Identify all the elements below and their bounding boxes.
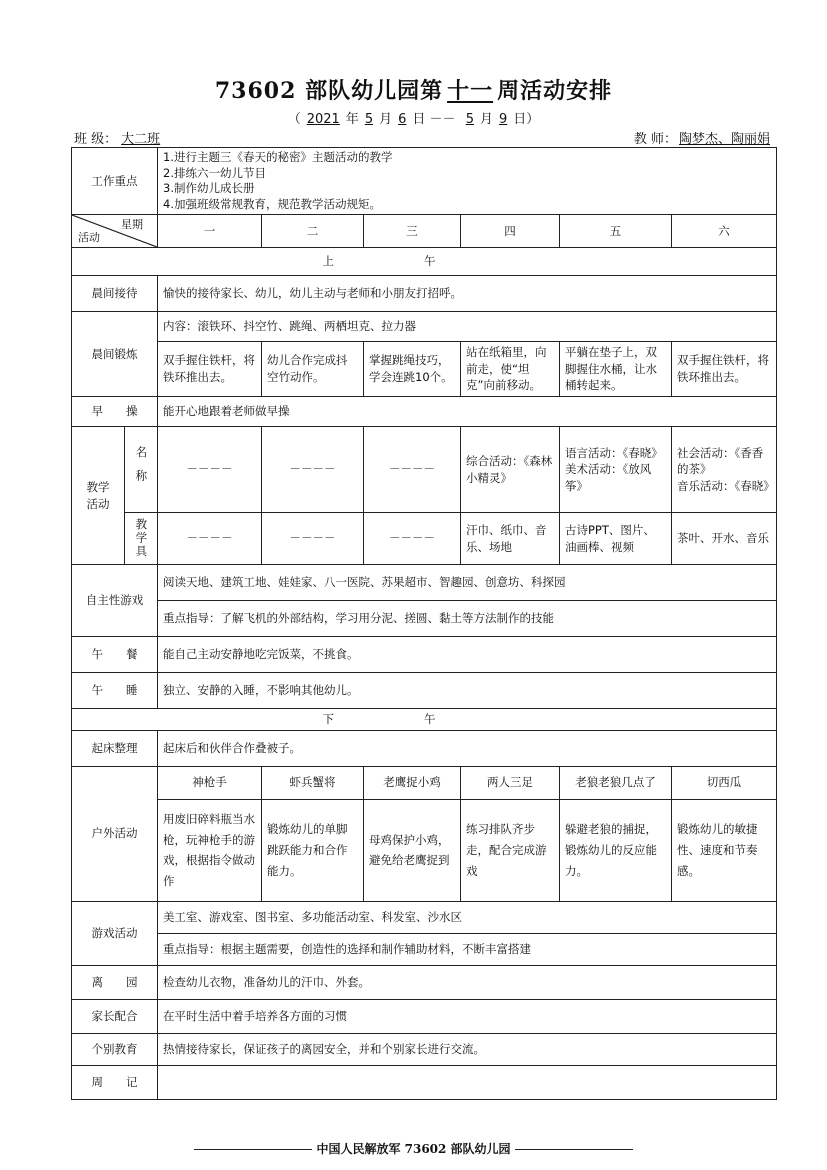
date-end-month: 5 <box>465 112 474 127</box>
drill-label: 早 操 <box>72 397 158 427</box>
date-separator: －－ <box>429 112 456 127</box>
date-year: 2021 <box>306 112 340 127</box>
footer-rule-right <box>515 1149 633 1150</box>
reception-label: 晨间接待 <box>72 276 158 312</box>
teaching-name-cell: 语言活动：《春晓》 美术活动：《放风筝》 <box>560 427 672 513</box>
teacher-label: 教 师： <box>633 132 677 147</box>
parents-row <box>72 999 777 1033</box>
outdoor-label: 户外活动 <box>72 766 158 901</box>
leave-text: 检查幼儿衣物，准备幼儿的汗巾、外套。 <box>158 965 777 999</box>
lunch-row <box>72 637 777 673</box>
exercise-day-cell: 站在纸箱里，向前走，使“坦克”向前移动。 <box>461 342 560 397</box>
outdoor-game-name: 老鹰捉小鸡 <box>364 766 461 799</box>
game-guidance-row <box>72 933 777 965</box>
footer <box>0 1140 827 1157</box>
focus-item: 3.制作幼儿成长册 <box>163 181 255 196</box>
wakeup-row <box>72 730 777 766</box>
date-start-month: 5 <box>364 112 374 127</box>
lunch-label: 午 餐 <box>72 637 158 673</box>
parents-label: 家长配合 <box>72 999 158 1033</box>
individual-text: 热情接待家长，保证孩子的离园安全，并和个别家长进行交流。 <box>158 1033 777 1065</box>
teaching-name-cell: －－－－ <box>364 427 461 513</box>
class-label: 班 级： <box>74 132 118 147</box>
free-play-label: 自主性游戏 <box>72 565 158 637</box>
date-month-unit: 月 <box>379 112 393 127</box>
teaching-tools-label <box>125 513 158 565</box>
outdoor-game-name: 神枪手 <box>158 766 262 799</box>
name-label-text: 名称 <box>134 446 149 494</box>
outdoor-game-name: 两人三足 <box>461 766 560 799</box>
day-header: 三 <box>364 215 461 248</box>
teaching-name-cell: －－－－ <box>262 427 364 513</box>
teacher-info <box>634 128 770 147</box>
game-guidance: 重点指导：根据主题需要，创造性的选择和制作辅助材料，不断丰富搭建 <box>158 933 777 965</box>
outdoor-goal-cell: 躲避老狼的捕捉，锻炼幼儿的反应能力。 <box>560 799 672 901</box>
focus-item: 1.进行主题三《春天的秘密》主题活动的教学 <box>163 150 393 164</box>
wakeup-label: 起床整理 <box>72 730 158 766</box>
outdoor-goals-row <box>72 799 777 901</box>
footer-text: 中国人民解放军 73602 部队幼儿园 <box>316 1142 511 1156</box>
outdoor-goal-cell: 母鸡保护小鸡，避免给老鹰捉到 <box>364 799 461 901</box>
focus-items <box>158 148 777 215</box>
exercise-day-cell: 双手握住铁杆，将铁环推出去。 <box>672 342 777 397</box>
focus-item: 2.排练六一幼儿节目 <box>163 165 266 180</box>
teaching-tools-row <box>72 513 777 565</box>
teaching-name-cell: 综合活动：《森林小精灵》 <box>461 427 560 513</box>
outdoor-game-name: 老狼老狼几点了 <box>560 766 672 799</box>
day-header: 二 <box>262 215 364 248</box>
exercise-content: 内容：滚铁环、抖空竹、跳绳、两栖坦克、拉力器 <box>158 312 777 342</box>
individual-row <box>72 1033 777 1065</box>
exercise-day-cell: 掌握跳绳技巧，学会连跳10个。 <box>364 342 461 397</box>
date-end-day: 9 <box>499 112 508 127</box>
day-header: 四 <box>461 215 560 248</box>
nap-label: 午 睡 <box>72 673 158 709</box>
reception-row <box>72 276 777 312</box>
outdoor-goal-cell: 锻炼幼儿的单脚跳跃能力和合作能力。 <box>262 799 364 901</box>
game-areas: 美工室、游戏室、图书室、多功能活动室、科发室、沙水区 <box>158 901 777 933</box>
free-play-guidance: 重点指导：了解飞机的外部结构，学习用分泥、搓圆、黏土等方法制作的技能 <box>158 601 777 637</box>
teaching-tools-cell: －－－－ <box>262 513 364 565</box>
outdoor-goal-cell: 用废旧碎料瓶当水枪，玩神枪手的游戏，根据指令做动作 <box>158 799 262 901</box>
weekly-note-row <box>72 1065 777 1099</box>
outdoor-goal-cell: 练习排队齐步走，配合完成游戏 <box>461 799 560 901</box>
day-header: 一 <box>158 215 262 248</box>
week-label: 星期 <box>121 218 143 232</box>
date-close: 日） <box>513 112 540 127</box>
tools-label-text: 教学具 <box>134 518 149 559</box>
exercise-days-row <box>72 342 777 397</box>
outdoor-games-row <box>72 766 777 799</box>
teaching-name-cell: －－－－ <box>158 427 262 513</box>
game-areas-row <box>72 901 777 933</box>
free-play-guidance-row <box>72 601 777 637</box>
teaching-tools-cell: －－－－ <box>364 513 461 565</box>
outdoor-game-name: 虾兵蟹将 <box>262 766 364 799</box>
leave-row <box>72 965 777 999</box>
activity-label: 活动 <box>78 231 100 245</box>
day-header: 五 <box>560 215 672 248</box>
reception-text: 愉快的接待家长、幼儿，幼儿主动与老师和小朋友打招呼。 <box>158 276 777 312</box>
drill-row <box>72 397 777 427</box>
exercise-day-cell: 平躺在垫子上，双脚握住水桶，让水桶转起来。 <box>560 342 672 397</box>
free-play-areas-row <box>72 565 777 601</box>
morning-section-label: 上午 <box>72 248 777 276</box>
teaching-tools-cell: －－－－ <box>158 513 262 565</box>
weekly-note-text <box>158 1065 777 1099</box>
weekly-plan-table <box>71 147 777 1100</box>
exercise-day-cell: 双手握住铁杆，将铁环推出去。 <box>158 342 262 397</box>
date-open: （ <box>287 112 301 127</box>
weekly-note-label: 周 记 <box>72 1065 158 1099</box>
class-info <box>74 128 215 147</box>
afternoon-section-label: 下午 <box>72 709 777 731</box>
focus-row <box>72 148 777 215</box>
teaching-tools-cell: 汗巾、纸巾、音乐、场地 <box>461 513 560 565</box>
nap-row <box>72 673 777 709</box>
teacher-names: 陶梦杰、陶丽娟 <box>678 132 770 147</box>
free-play-areas: 阅读天地、建筑工地、娃娃家、八一医院、苏果超市、智趣园、创意坊、科探园 <box>158 565 777 601</box>
parents-text: 在平时生活中着手培养各方面的习惯 <box>158 999 777 1033</box>
title-suffix: 周活动安排 <box>497 78 613 104</box>
date-month-unit-2: 月 <box>479 112 493 127</box>
diagonal-header-cell <box>72 215 158 248</box>
lunch-text: 能自己主动安静地吃完饭菜，不挑食。 <box>158 637 777 673</box>
focus-label: 工作重点 <box>72 148 158 215</box>
date-year-unit: 年 <box>345 112 359 127</box>
morning-section-row <box>72 248 777 276</box>
day-header: 六 <box>672 215 777 248</box>
footer-rule-left <box>194 1149 312 1150</box>
teaching-name-row <box>72 427 777 513</box>
teaching-name-label <box>125 427 158 513</box>
day-header-row <box>72 215 777 248</box>
teaching-tools-cell: 古诗PPT、图片、油画棒、视频 <box>560 513 672 565</box>
teaching-name-cell: 社会活动：《香香的茶》 音乐活动：《春晓》 <box>672 427 777 513</box>
title-prefix: 73602 部队幼儿园第 <box>214 78 444 104</box>
week-number: 十一 <box>447 78 494 104</box>
afternoon-section-row <box>72 709 777 731</box>
class-name: 大二班 <box>121 132 161 147</box>
exercise-day-cell: 幼儿合作完成抖空竹动作。 <box>262 342 364 397</box>
drill-text: 能开心地跟着老师做早操 <box>158 397 777 427</box>
game-label: 游戏活动 <box>72 901 158 965</box>
individual-label: 个别教育 <box>72 1033 158 1065</box>
outdoor-goal-cell: 锻炼幼儿的敏捷性、速度和节奏感。 <box>672 799 777 901</box>
exercise-content-row <box>72 312 777 342</box>
nap-text: 独立、安静的入睡，不影响其他幼儿。 <box>158 673 777 709</box>
teaching-label-text: 教学活动 <box>86 479 110 511</box>
wakeup-text: 起床后和伙伴合作叠被子。 <box>158 730 777 766</box>
teaching-tools-cell: 茶叶、开水、音乐 <box>672 513 777 565</box>
date-range <box>0 108 827 127</box>
exercise-label: 晨间锻炼 <box>72 312 158 397</box>
teaching-label <box>72 427 125 565</box>
page-title <box>0 74 827 105</box>
date-start-day: 6 <box>398 112 407 127</box>
leave-label: 离 园 <box>72 965 158 999</box>
outdoor-game-name: 切西瓜 <box>672 766 777 799</box>
date-day-unit: 日 <box>412 112 426 127</box>
focus-item: 4.加强班级常规教育，规范教学活动规矩。 <box>163 196 381 211</box>
